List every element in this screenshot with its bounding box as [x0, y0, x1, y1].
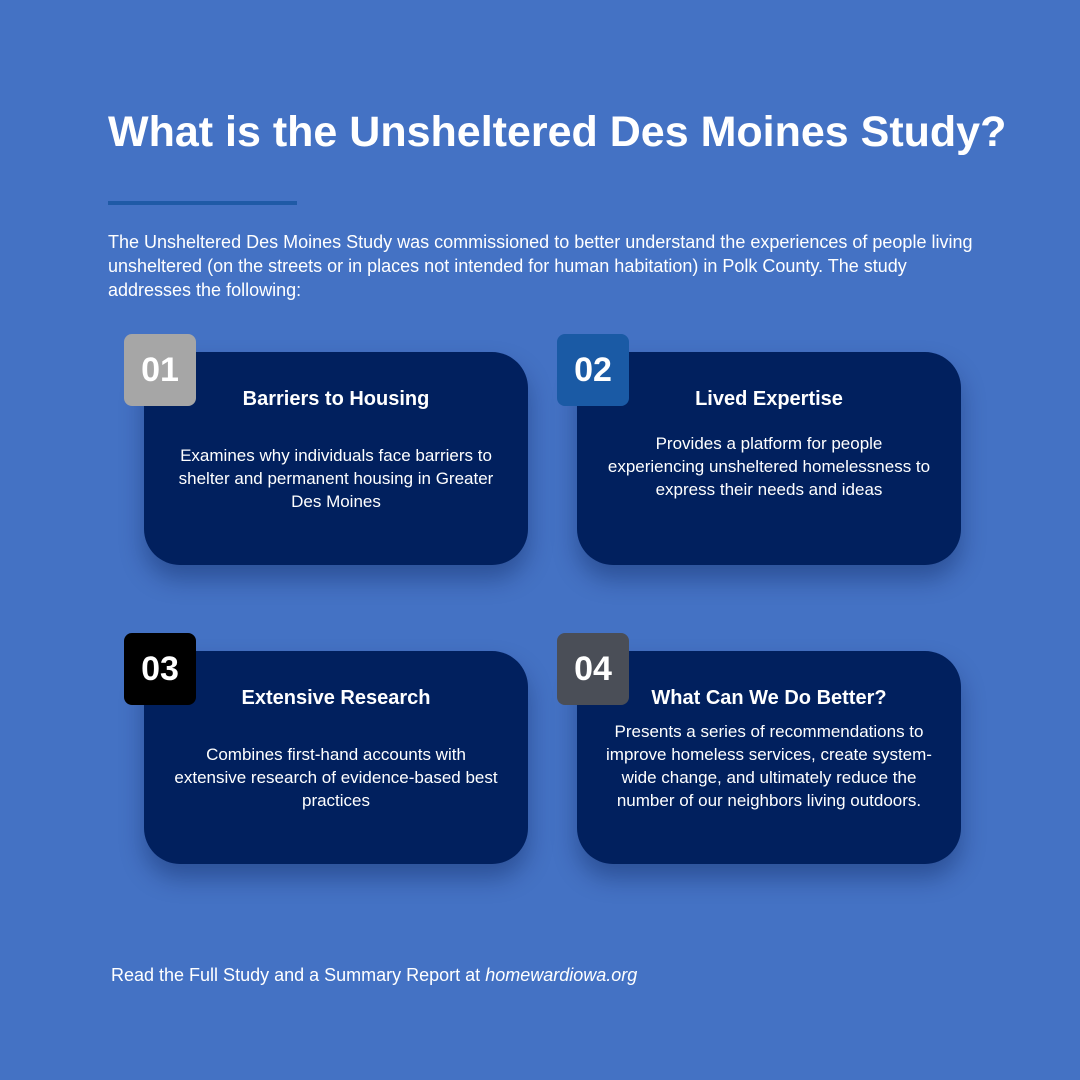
intro-paragraph: The Unsheltered Des Moines Study was commissioned to better understand the experiences of people living unsheltered (on the streets or in places not intended for human habitation) in Polk County. The study addresses the following: [108, 232, 973, 300]
card-lived-expertise [574, 350, 961, 565]
card-description: Examines why individuals face barriers to shelter and permanent housing in Greater Des Moines [178, 446, 494, 511]
card-description: Presents a series of recommendations to improve homeless services, create system-wide change, and ultimately reduce the number of our neighbors living outdoors. [606, 722, 932, 810]
footer-text: Read the Full Study and a Summary Report at [111, 965, 486, 985]
footer-note [111, 963, 637, 987]
card-extensive-research [141, 649, 528, 864]
page-title: What is the Unsheltered Des Moines Study? [108, 108, 1007, 156]
card-heading: Extensive Research [241, 687, 431, 709]
card-heading: What Can We Do Better? [651, 687, 887, 709]
card-number-badge: 04 [557, 633, 629, 705]
title-divider [108, 201, 297, 205]
card-number-badge: 01 [124, 334, 196, 406]
card-description: Combines first-hand accounts with extensive research of evidence-based best practices [174, 745, 498, 810]
card-what-can-we-do-better [574, 649, 961, 864]
card-number-badge: 02 [557, 334, 629, 406]
card-number-badge: 03 [124, 633, 196, 705]
card-description: Provides a platform for people experiencing unsheltered homelessness to express their needs and ideas [607, 434, 931, 499]
card-barriers-to-housing [141, 350, 528, 565]
card-heading: Barriers to Housing [242, 388, 430, 410]
card-heading: Lived Expertise [695, 388, 843, 410]
footer-link[interactable]: homewardiowa.org [485, 965, 638, 985]
